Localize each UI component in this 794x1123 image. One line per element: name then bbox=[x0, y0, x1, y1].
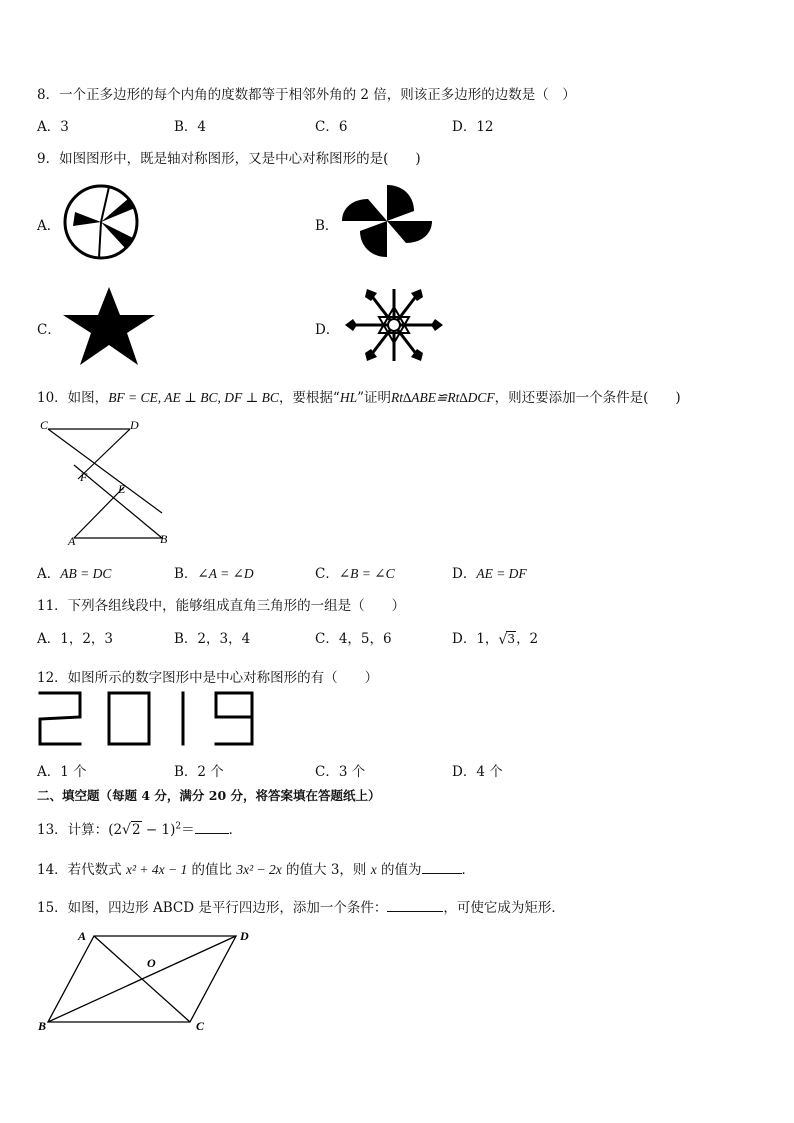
q9-label-c: C． bbox=[37, 322, 61, 338]
q9-figure-c-star bbox=[62, 287, 156, 365]
question-11-text: 11．下列各组线段中，能够组成直角三角形的一组是（ ） bbox=[37, 598, 406, 614]
q13-sqrt-value: 2 bbox=[132, 822, 141, 838]
q10-label-e: E bbox=[118, 482, 126, 496]
q10-label-d: D bbox=[130, 418, 139, 432]
q15-label-o: O bbox=[147, 956, 156, 970]
q12-option-b: B．2 个 bbox=[174, 764, 224, 780]
q15-answer-blank[interactable] bbox=[387, 899, 443, 912]
q14-expr1: x² + 4x − 1 bbox=[125, 862, 188, 877]
question-8-text: 8．一个正多边形的每个内角的度数都等于相邻外角的 2 倍，则该正多边形的边数是（ ） bbox=[37, 87, 576, 103]
question-9-text: 9．如图图形中，既是轴对称图形，又是中心对称图形的是( ) bbox=[37, 151, 421, 167]
q10-option-c: C．∠B = ∠C bbox=[315, 566, 395, 582]
q10-label-a: A bbox=[68, 534, 76, 548]
q15-label-b: B bbox=[38, 1019, 47, 1033]
q15-label-d: D bbox=[240, 929, 249, 943]
q11-option-a: A．1，2，3 bbox=[37, 631, 114, 647]
question-15-text: 15．如图，四边形 ABCD 是平行四边形，添加一个条件： ，可使它成为矩形． bbox=[37, 900, 565, 916]
q10-condition-expr: BF = CE, AE ⊥ BC, DF ⊥ BC bbox=[108, 390, 279, 405]
q10-label-c: C bbox=[40, 418, 49, 432]
q8-option-a: A．3 bbox=[37, 119, 69, 135]
q11-option-d: D．1， √ 3，2 bbox=[452, 631, 539, 648]
q11-sqrt-value: 3 bbox=[507, 632, 516, 646]
q9-figure-d-snowflake bbox=[343, 285, 445, 365]
q12-option-a: A．1 个 bbox=[37, 764, 87, 780]
q15-figure-parallelogram bbox=[36, 926, 260, 1038]
q10-option-a: A．AB = DC bbox=[37, 566, 112, 582]
q12-option-d: D．4 个 bbox=[452, 764, 503, 780]
q10-prefix: 10．如图， bbox=[37, 390, 109, 406]
q10-option-b: B．∠A = ∠D bbox=[174, 566, 254, 582]
q12-figure-digits-2019 bbox=[38, 690, 258, 748]
q11-option-c: C．4，5，6 bbox=[315, 631, 392, 647]
q12-option-c: C．3 个 bbox=[315, 764, 366, 780]
q9-label-a: A． bbox=[37, 218, 61, 234]
question-10-text bbox=[37, 386, 681, 406]
q10-figure-triangles bbox=[38, 415, 178, 547]
section-2-heading: 二、填空题（每题 4 分，满分 20 分，将答案填在答题纸上） bbox=[37, 788, 381, 803]
q9-label-b: B． bbox=[315, 218, 339, 234]
q11-option-b: B．2，3，4 bbox=[174, 631, 251, 647]
q9-label-d: D． bbox=[315, 322, 340, 338]
q8-option-d: D．12 bbox=[452, 119, 494, 135]
q14-answer-blank[interactable] bbox=[422, 861, 462, 874]
q10-hl: HL bbox=[339, 390, 358, 405]
question-14-text: 14．若代数式 x² + 4x − 1 的值比 3x² − 2x 的值大 3，则 x 的值为 ． bbox=[37, 862, 476, 878]
q10-suffix: ，则还要添加一个条件是( ) bbox=[494, 390, 681, 406]
q13-answer-blank[interactable] bbox=[195, 821, 229, 834]
q15-label-c: C bbox=[196, 1019, 205, 1033]
question-13-text: 13．计算：(2 √ 2 − 1)$^2$＝ ． bbox=[37, 821, 243, 838]
q10-congruence-expr: Rt∆ABE≌Rt∆DCF bbox=[391, 390, 495, 405]
q8-option-c: C．6 bbox=[315, 119, 348, 135]
q10-mid2: ”证明 bbox=[357, 390, 392, 406]
q15-label-a: A bbox=[78, 929, 87, 943]
q9-figure-b-pinwheel bbox=[340, 183, 434, 259]
q10-mid1: ，要根据“ bbox=[278, 390, 340, 406]
q10-label-f: F bbox=[80, 470, 88, 484]
q14-expr2: 3x² − 2x bbox=[236, 862, 282, 877]
question-12-text: 12．如图所示的数字图形中是中心对称图形的有（ ） bbox=[37, 670, 379, 686]
q9-figure-a-circle-blades bbox=[63, 184, 139, 260]
q10-option-d: D．AE = DF bbox=[452, 566, 527, 582]
q10-label-b: B bbox=[160, 532, 168, 546]
q8-option-b: B．4 bbox=[174, 119, 207, 135]
